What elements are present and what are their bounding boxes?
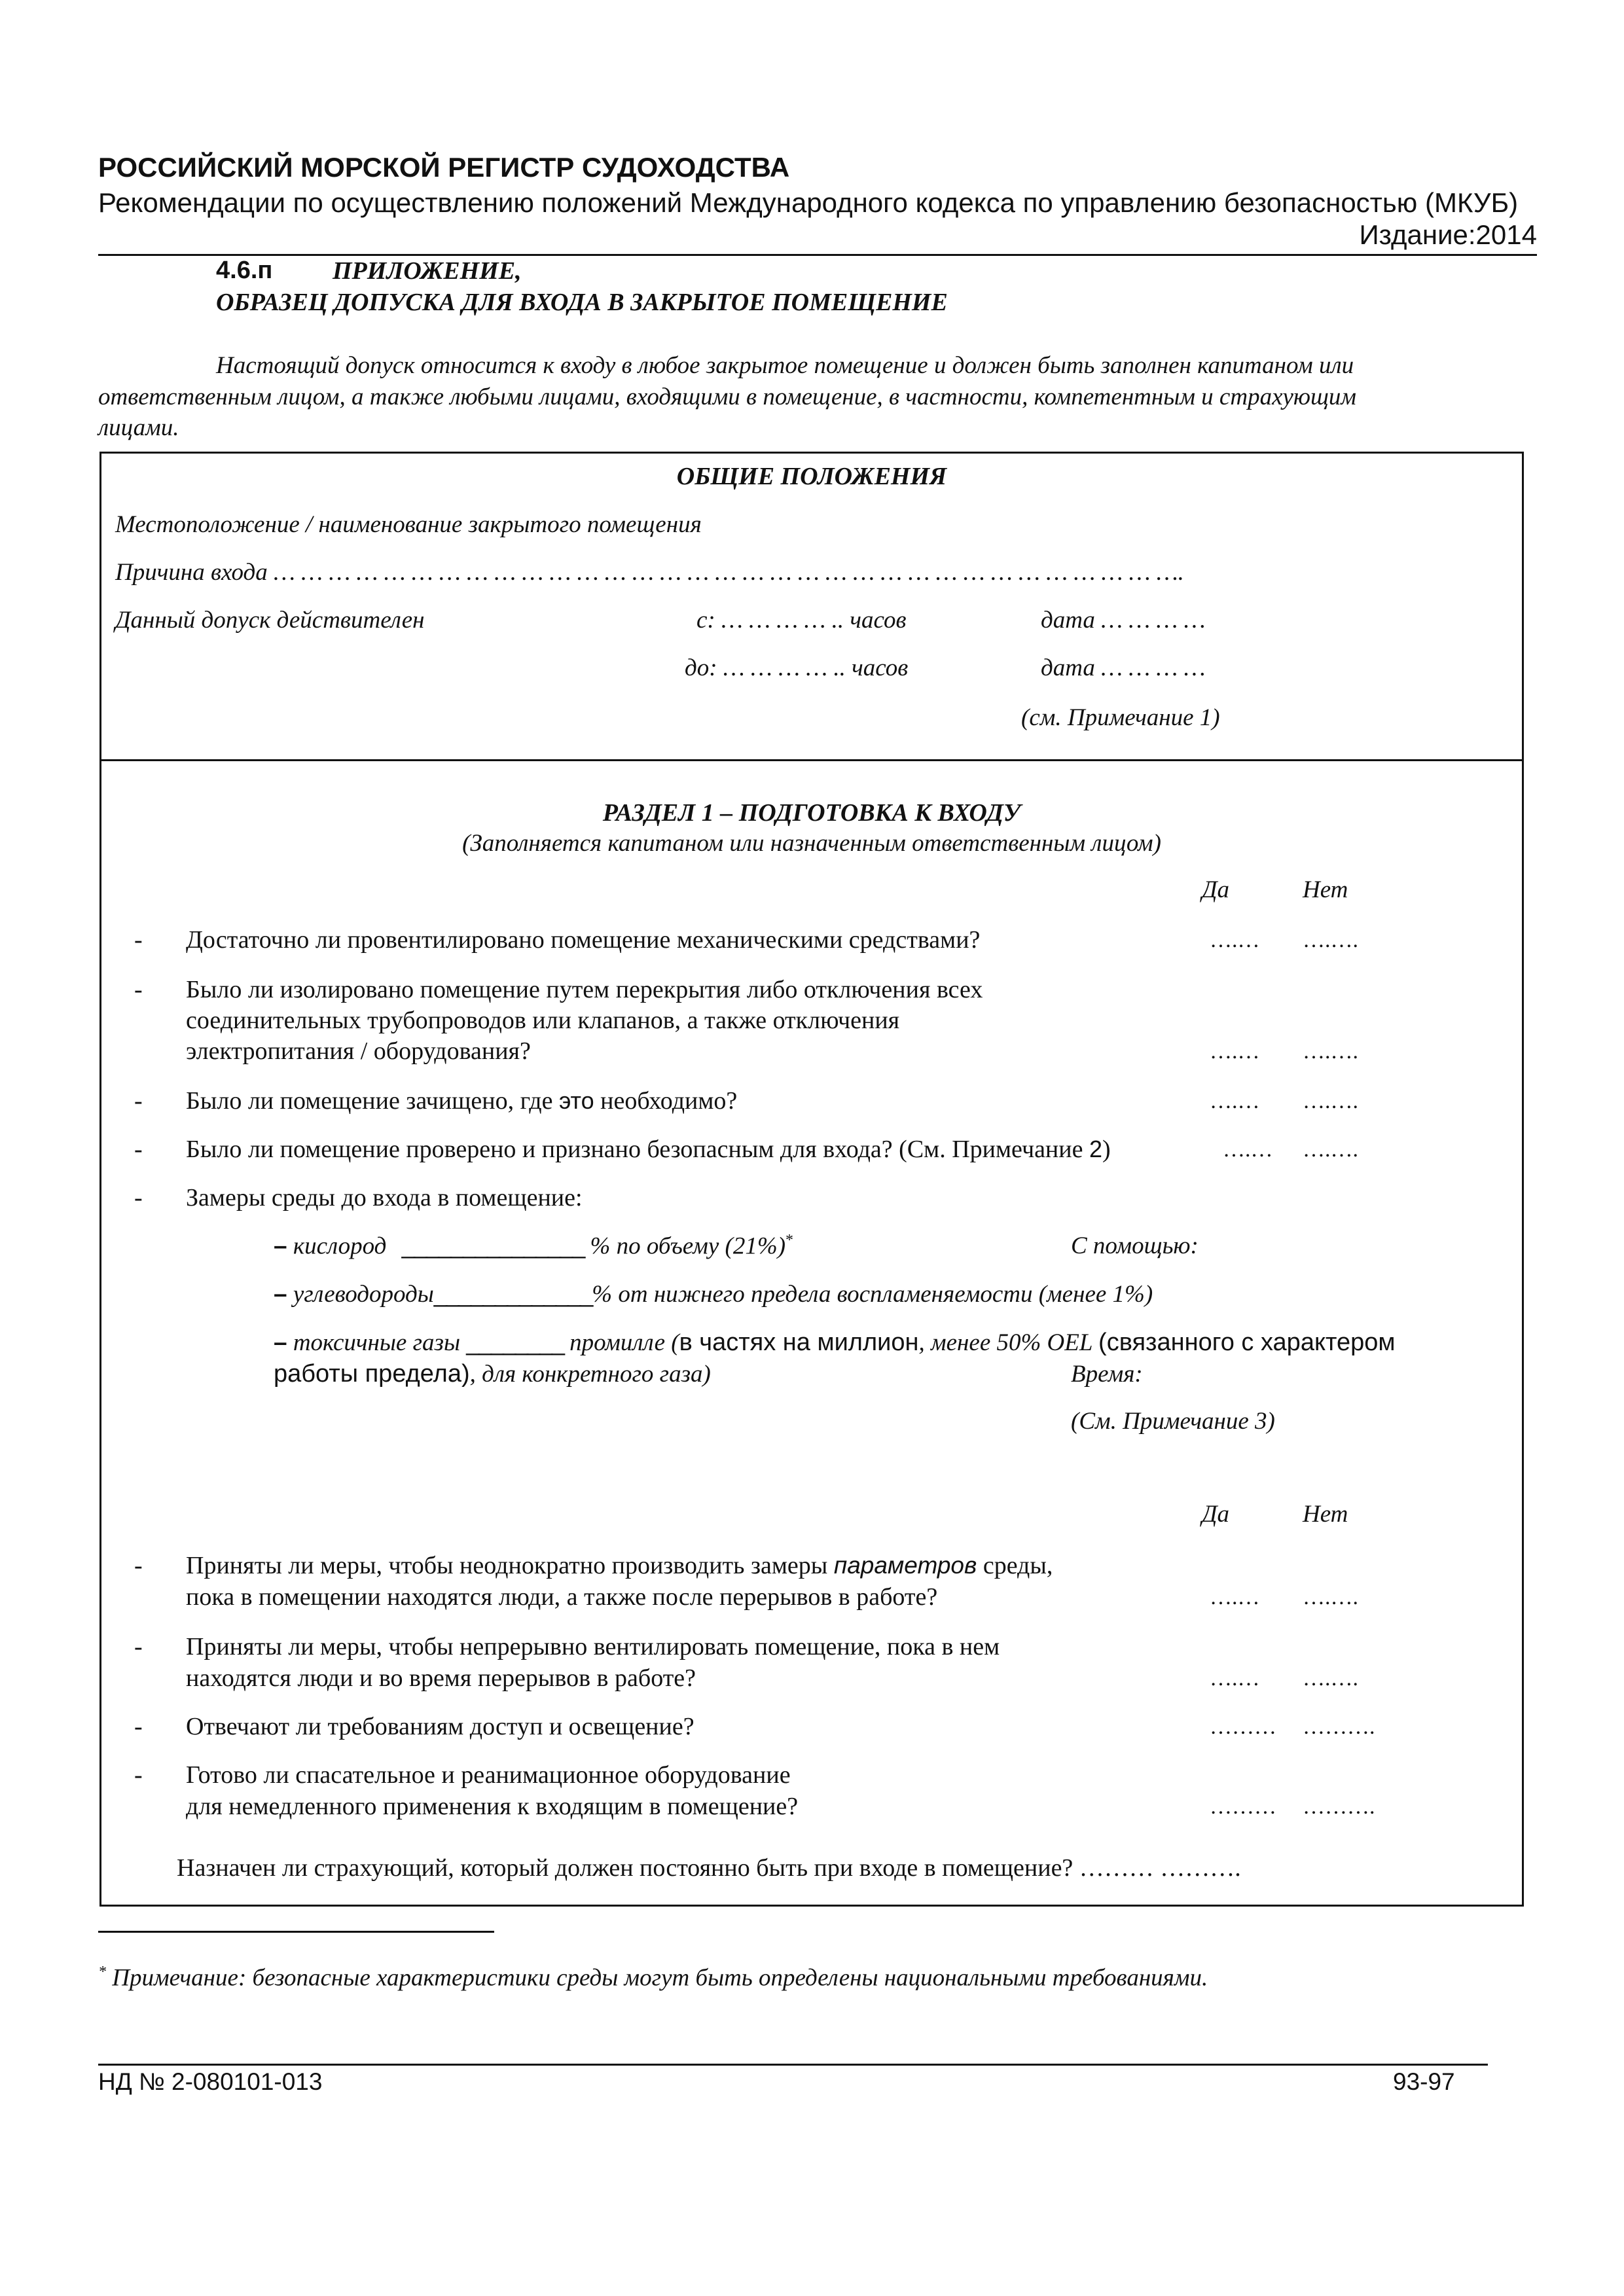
toxic-gases-row: – токсичные газы ________ промилле (в частях на миллион, менее 50% OEL (связанного с характером	[274, 1329, 1396, 1356]
section-title-line1: ПРИЛОЖЕНИЕ,	[333, 257, 522, 285]
answer-yes-field[interactable]: ….…	[1210, 1039, 1260, 1064]
bullet-dash: -	[134, 1136, 143, 1163]
intro-line-2: ответственным лицом, а также любыми лицами, входящими в помещение, в частности, компетентным и страхующим	[98, 384, 1357, 410]
bullet-dash: -	[134, 1761, 143, 1789]
question-isolation-line3: электропитания / оборудования?	[186, 1037, 531, 1065]
header-rule	[98, 254, 1537, 256]
question-ventilation: Достаточно ли провентилировано помещение механическими средствами?	[186, 926, 981, 954]
answer-no-field[interactable]: ….….	[1303, 1089, 1358, 1113]
question-access-lighting: Отвечают ли требованиям доступ и освещение?	[186, 1713, 695, 1740]
general-heading: ОБЩИЕ ПОЛОЖЕНИЯ	[676, 463, 947, 490]
valid-to-date: дата … … … …	[1041, 655, 1206, 681]
footnote-rule	[98, 1931, 494, 1933]
bullet-dash: -	[134, 976, 143, 1003]
toxic-gases-row-line2: работы предела), для конкретного газа)	[274, 1360, 711, 1388]
answer-yes-field[interactable]: ….…	[1210, 1585, 1260, 1609]
reason-label: Причина входа … … … … … … … … … … … … … … … … … … … … … … … … … … … … … … … … ….	[115, 559, 1184, 586]
question-repeat-measure-line1: Приняты ли меры, чтобы неоднократно производить замеры параметров среды,	[186, 1552, 1053, 1579]
column-yes-header: Да	[1202, 876, 1230, 903]
valid-from-date: дата … … … …	[1041, 607, 1206, 634]
location-label: Местоположение / наименование закрытого помещения	[115, 511, 702, 538]
answer-no-field[interactable]: ……….	[1303, 1795, 1375, 1819]
oxygen-input[interactable]: _______________	[401, 1232, 585, 1259]
note-3-reference: (См. Примечание 3)	[1071, 1408, 1275, 1435]
bullet-dash: -	[134, 1552, 143, 1579]
answer-no-field[interactable]: ….….	[1303, 1666, 1358, 1691]
column-yes-header: Да	[1202, 1501, 1230, 1528]
question-continuous-vent-line1: Приняты ли меры, чтобы непрерывно вентилировать помещение, пока в нем	[186, 1633, 1000, 1660]
document-number: НД № 2-080101-013	[98, 2068, 323, 2095]
footnote: * Примечание: безопасные характеристики среды могут быть определены национальными требованиями.	[98, 1964, 1208, 1992]
bullet-dash: -	[134, 1713, 143, 1740]
intro-line-1: Настоящий допуск относится к входу в любое закрытое помещение и должен быть заполнен капитаном или	[216, 352, 1354, 379]
with-instrument-label: С помощью:	[1071, 1232, 1199, 1259]
footer-rule	[98, 2064, 1488, 2066]
validity-label: Данный допуск действителен	[115, 607, 425, 634]
question-continuous-vent-line2: находятся люди и во время перерывов в работе?	[186, 1664, 696, 1692]
hydrocarbons-input[interactable]: _____________	[433, 1280, 592, 1307]
answer-no-field[interactable]: ….….	[1303, 1138, 1358, 1162]
part1-heading: РАЗДЕЛ 1 – ПОДГОТОВКА К ВХОДУ	[602, 799, 1021, 827]
question-measurements: Замеры среды до входа в помещение:	[186, 1184, 583, 1211]
valid-to-time: до: … … … … .. часов	[685, 655, 909, 681]
hydrocarbons-row: – углеводороды_____________% от нижнего предела воспламеняемости (менее 1%)	[274, 1280, 1153, 1308]
answer-yes-field[interactable]: ….…	[1223, 1138, 1273, 1162]
part1-subheading: (Заполняется капитаном или назначенным ответственным лицом)	[462, 830, 1161, 857]
question-safe-check: Было ли помещение проверено и признано безопасным для входа? (См. Примечание 2)	[186, 1136, 1111, 1163]
answer-yes-field[interactable]: ………	[1210, 1715, 1276, 1739]
edition-label: Издание:2014	[1359, 219, 1537, 250]
toxic-gases-input[interactable]: ________	[466, 1329, 564, 1355]
form-divider	[99, 759, 1524, 761]
column-no-header: Нет	[1303, 876, 1348, 903]
section-number: 4.6.п	[216, 257, 273, 284]
question-rescue-equipment-line2: для немедленного применения к входящим в помещение?	[186, 1793, 799, 1820]
question-cleaning: Было ли помещение зачищено, где это необходимо?	[186, 1087, 738, 1115]
answer-yes-field[interactable]: ………	[1210, 1795, 1276, 1819]
oxygen-row: – кислород _______________ % по объему (21%)*	[274, 1232, 794, 1260]
bullet-dash: -	[134, 926, 143, 954]
question-isolation-line2: соединительных трубопроводов или клапанов, а также отключения	[186, 1007, 900, 1034]
valid-from-time: с: … … … … .. часов	[696, 607, 907, 634]
intro-line-3: лицами.	[98, 414, 179, 441]
document-subtitle: Рекомендации по осуществлению положений Международного кодекса по управлению безопасностью (МКУБ)	[98, 187, 1519, 218]
answer-no-field[interactable]: ….….	[1303, 1585, 1358, 1609]
bullet-dash: -	[134, 1184, 143, 1211]
section-title-line2: ОБРАЗЕЦ ДОПУСКА ДЛЯ ВХОДА В ЗАКРЫТОЕ ПОМЕЩЕНИЕ	[216, 289, 948, 316]
answer-no-field[interactable]: ….….	[1303, 928, 1358, 952]
organization-name: РОССИЙСКИЙ МОРСКОЙ РЕГИСТР СУДОХОДСТВА	[98, 152, 790, 183]
question-isolation-line1: Было ли изолировано помещение путем перекрытия либо отключения всех	[186, 976, 983, 1003]
page-number: 93-97	[1393, 2068, 1455, 2095]
question-repeat-measure-line2: пока в помещении находятся люди, а также после перерывов в работе?	[186, 1583, 938, 1611]
bullet-dash: -	[134, 1633, 143, 1660]
answer-yes-field[interactable]: ….…	[1210, 1666, 1260, 1691]
question-rescue-equipment-line1: Готово ли спасательное и реанимационное оборудование	[186, 1761, 791, 1789]
column-no-header: Нет	[1303, 1501, 1348, 1528]
bullet-dash: -	[134, 1087, 143, 1115]
question-attendant: Назначен ли страхующий, который должен постоянно быть при входе в помещение? ……… ……….	[177, 1854, 1241, 1882]
answer-yes-field[interactable]: ….…	[1210, 928, 1260, 952]
time-label: Время:	[1071, 1361, 1143, 1388]
answer-yes-field[interactable]: ….…	[1210, 1089, 1260, 1113]
answer-no-field[interactable]: ……….	[1303, 1715, 1375, 1739]
note-1-reference: (см. Примечание 1)	[1021, 704, 1220, 731]
answer-no-field[interactable]: ….….	[1303, 1039, 1358, 1064]
